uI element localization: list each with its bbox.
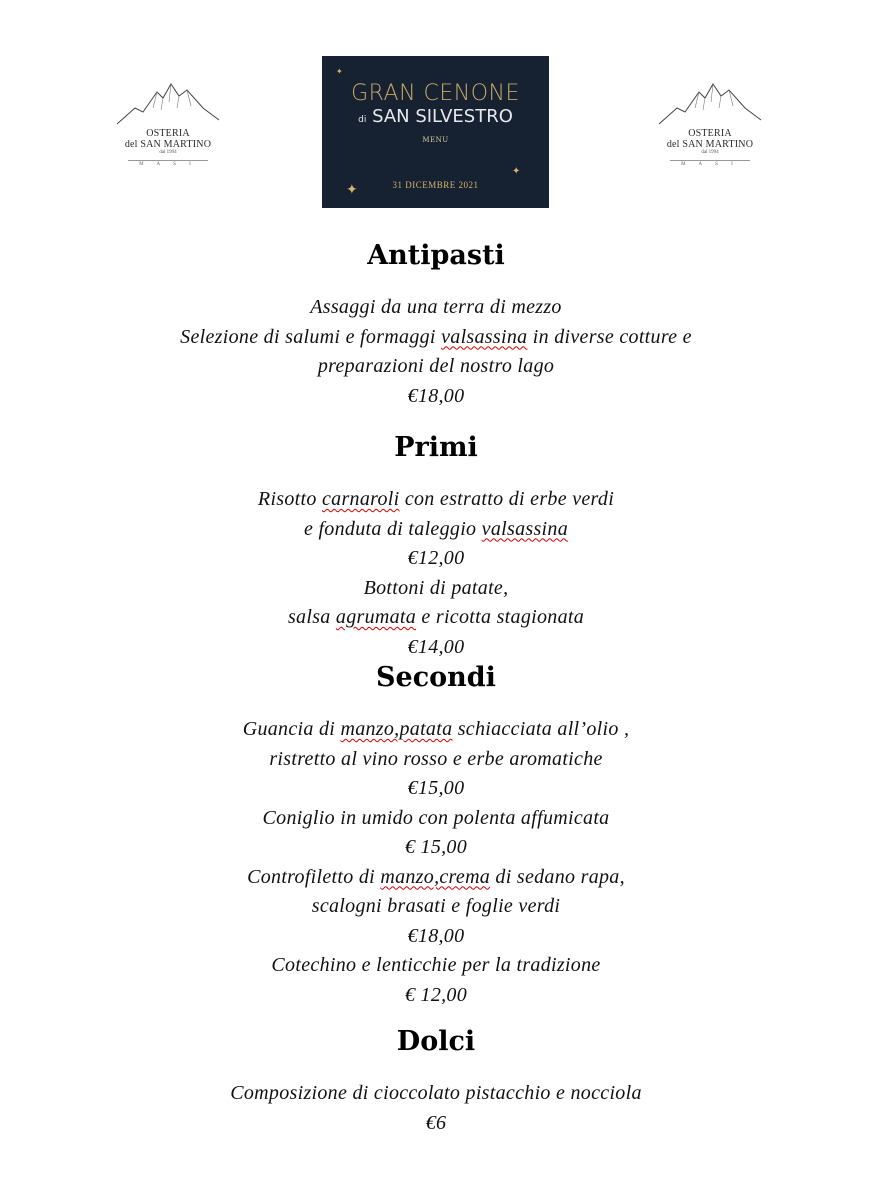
section-secondi: [0, 662, 872, 694]
logo-place: M A S I: [681, 162, 739, 167]
banner-title-san-silvestro: SAN SILVESTRO: [372, 106, 513, 127]
menu-item-line: scalogni brasati e foglie verdi: [311, 895, 561, 917]
banner-date: 31 DICEMBRE 2021: [392, 180, 479, 190]
menu-item-price: €15,00: [407, 777, 465, 799]
menu-item-price: € 12,00: [404, 983, 468, 1006]
menu-item-price: €14,00: [407, 635, 465, 658]
mountain-icon: [113, 78, 223, 128]
section-title-dolci: Dolci: [396, 1026, 476, 1057]
menu-item-line: Selezione di salumi e formaggi valsassina in diverse cotture e: [180, 325, 692, 348]
logo-name-line2: del SAN MARTINO: [124, 139, 212, 150]
logo-place: M A S I: [139, 162, 197, 167]
logo-since: dal 1994: [701, 150, 719, 155]
section-dolci: [0, 1026, 872, 1058]
menu-item-line: preparazioni del nostro lago: [317, 355, 555, 377]
logo-divider: [128, 160, 208, 161]
spellcheck-word: agrumata: [335, 606, 417, 628]
menu-item-line: Composizione di cioccolato pistacchio e nocciola: [230, 1082, 642, 1104]
menu-item-line: Coniglio in umido con polenta affumicata: [262, 806, 610, 829]
section-antipasti: [0, 240, 872, 272]
antipasti-items: [0, 293, 872, 411]
primi-items: [0, 485, 872, 662]
spellcheck-word: valsassina: [441, 325, 528, 348]
section-title-antipasti: Antipasti: [367, 240, 505, 271]
event-banner: [322, 56, 549, 208]
spellcheck-word: carnaroli: [322, 488, 400, 510]
menu-item-price: €18,00: [407, 384, 465, 407]
menu-item-line: Bottoni di patate,: [363, 576, 509, 599]
logo-name-line2: del SAN MARTINO: [666, 139, 754, 150]
menu-item-price: € 15,00: [404, 836, 468, 858]
menu-item-line: Guancia di manzo,patata schiacciata all’olio ,: [242, 718, 630, 740]
mountain-icon: [655, 78, 765, 128]
secondi-items: [0, 715, 872, 1010]
menu-item-line: salsa agrumata e ricotta stagionata: [287, 606, 585, 628]
logo-divider: [670, 160, 750, 161]
menu-item-price: €12,00: [407, 547, 465, 569]
section-title-secondi: Secondi: [376, 662, 496, 693]
logo-name-line1: OSTERIA: [688, 128, 732, 139]
dolci-items: [0, 1079, 872, 1138]
section-title-primi: Primi: [394, 432, 478, 463]
menu-item-line: ristretto al vino rosso e erbe aromatiche: [269, 747, 603, 770]
banner-di: di: [358, 115, 367, 125]
logo-since: dal 1994: [159, 150, 177, 155]
menu-item-line: e fonduta di taleggio valsassina: [303, 517, 569, 540]
menu-item-price: €18,00: [407, 924, 465, 947]
banner-subtitle: MENU: [422, 136, 449, 144]
spellcheck-word: valsassina: [481, 517, 569, 540]
menu-item-line: Cotechino e lenticchie per la tradizione: [271, 954, 601, 976]
restaurant-logo-right: [650, 78, 770, 178]
menu-item-price: €6: [425, 1111, 447, 1134]
spellcheck-word: manzo,patata: [340, 718, 453, 740]
banner-title-line1: GRAN CENONE: [351, 81, 520, 106]
logo-name-line1: OSTERIA: [146, 128, 190, 139]
star-icon: ✦: [346, 182, 358, 198]
restaurant-logo-left: [108, 78, 228, 178]
star-icon: ✦: [336, 67, 343, 76]
banner-title-line2: [322, 106, 549, 127]
menu-item-line: Risotto carnaroli con estratto di erbe verdi: [257, 488, 615, 510]
section-primi: [0, 432, 872, 464]
menu-item-line: Controfiletto di manzo,crema di sedano rapa,: [247, 865, 625, 888]
spellcheck-word: manzo,crema: [380, 865, 491, 888]
menu-item-line: Assaggi da una terra di mezzo: [310, 296, 562, 318]
star-icon: ✦: [512, 166, 521, 177]
